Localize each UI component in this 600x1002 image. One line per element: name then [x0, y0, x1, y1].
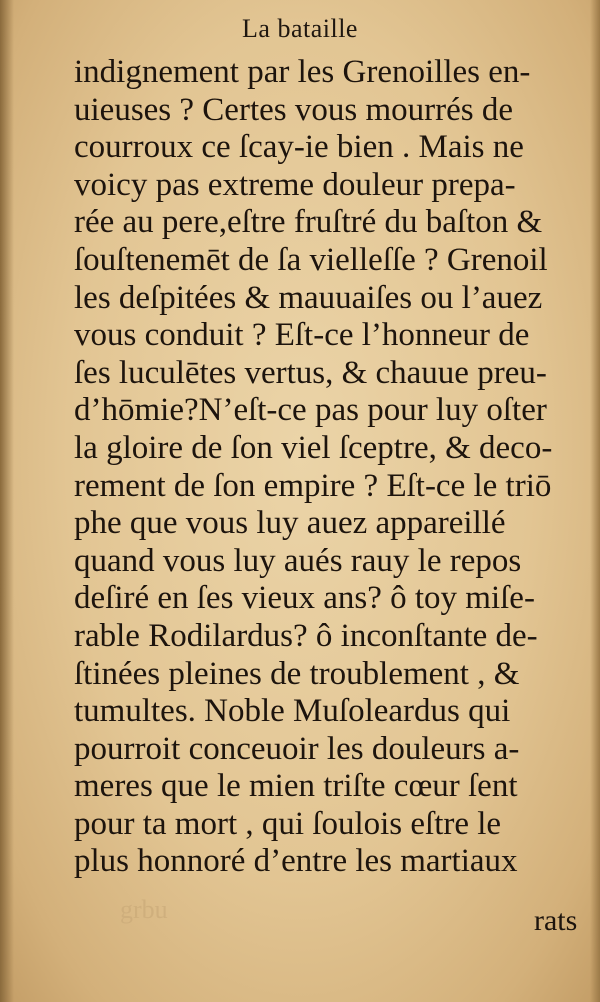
text-line: indignement par les Grenoilles en- [74, 54, 531, 90]
page-edge-left [0, 0, 14, 1002]
text-line: la gloire de ſon viel ſceptre, & deco- [74, 429, 553, 466]
text-line: uieuses ? Certes vous mourrés de [74, 91, 513, 128]
text-line: les deſpitées & mauuaiſes ou l’auez [74, 279, 543, 316]
text-line: d’hōmie?N’eſt-ce pas pour luy oſter [74, 392, 547, 429]
page-edge-right [590, 0, 600, 1002]
text-line: ſouſtenemēt de ſa vielleſſe ? Grenoil [74, 241, 548, 278]
text-line: quand vous luy aués rauy le repos [74, 542, 522, 579]
text-line: ſes luculētes vertus, & chauue preu- [74, 354, 547, 391]
text-line: tumultes. Noble Muſoleardus qui [74, 693, 511, 730]
text-line: meres que le mien triſte cœur ſent [74, 768, 518, 805]
body-text [74, 54, 590, 881]
text-line: plus honnoré d’entre les martiaux [74, 843, 518, 880]
catchword: rats [534, 904, 578, 937]
bleed-through-text: grbu [120, 895, 168, 924]
text-line: pourroit conceuoir les douleurs a- [74, 730, 520, 767]
text-line: ſtinées pleines de troublement , & [74, 655, 520, 692]
text-line: pour ta mort , qui ſoulois eſtre le [74, 805, 502, 842]
text-line: voicy pas extreme douleur prepa- [74, 166, 516, 203]
text-line: rement de ſon empire ? Eſt-ce le triō [74, 467, 552, 504]
running-title: La bataille [242, 14, 358, 43]
text-line: courroux ce ſcay-ie bien . Mais ne [74, 129, 524, 166]
text-line: vous conduit ? Eſt-ce l’honneur de [74, 317, 530, 354]
text-line: deſiré en ſes vieux ans? ô toy miſe- [74, 580, 535, 617]
text-line: rable Rodilardus? ô inconſtante de- [74, 617, 538, 654]
text-line: phe que vous luy auez appareillé [74, 505, 506, 542]
text-line: rée au pere,eſtre fruſtré du baſton & [74, 204, 543, 241]
